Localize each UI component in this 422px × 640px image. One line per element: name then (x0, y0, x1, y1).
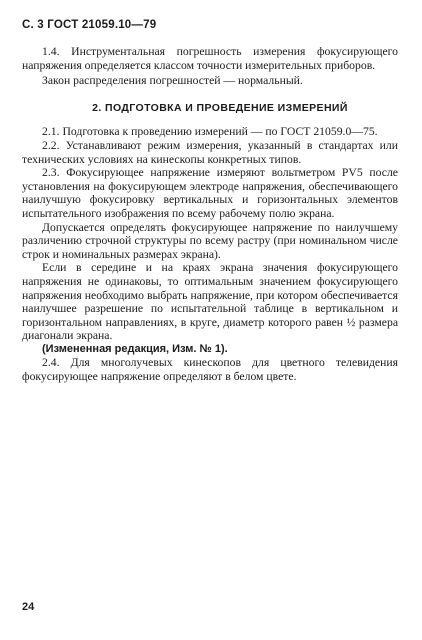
paragraph-2-4: 2.4. Для многолучевых кинескопов для цветного телевидения фокусирующее напряжение определяют в белом цвете. (22, 356, 398, 384)
paragraph-1-4: 1.4. Инструментальная погрешность измерения фокусирующего напряжения определяется классом точности измерительных приборов. (22, 45, 398, 72)
paragraph-2-1: 2.1. Подготовка к проведению измерений — по ГОСТ 21059.0—75. (42, 125, 378, 139)
page-header: С. 3 ГОСТ 21059.10—79 (22, 19, 157, 31)
paragraph-2-3: 2.3. Фокусирующее напряжение измеряют вольтметром PV5 после установления на фокусирующем электроде напряжения, обеспечивающего наилучшую фокусировку вертикальных и горизонтальных элементов испытательного изображения по всему рабочему полю экрана. (22, 166, 398, 220)
paragraph-2-2: 2.2. Устанавливают режим измерения, указанный в стандартах или технических условиях на кинескопы конкретных типов. (22, 138, 398, 166)
paragraph-if: Если в середине и на краях экрана значения фокусирующего напряжения не одинаковы, то оптимальным значением фокусирующего напряжения необходимо выбрать напряжение, при котором обеспечивается наилучшее разрешение по испытательной таблице в вертикальном и горизонтальном направлениях, в круге, диаметр которого равен ½ размера диагонали экрана. (22, 261, 398, 343)
page-number: 24 (22, 601, 35, 613)
document-body (22, 45, 398, 384)
revision-note: (Измененная редакция, Изм. № 1). (42, 342, 228, 355)
paragraph-allowed: Допускается определять фокусирующее напряжение по наилучшему различению строчной структуры по всему растру (при номинальном числе строк и номинальных размерах экрана). (22, 220, 398, 261)
section-heading: 2. ПОДГОТОВКА И ПРОВЕДЕНИЕ ИЗМЕРЕНИЙ (92, 101, 348, 114)
paragraph-error-law: Закон распределения погрешностей — нормальный. (42, 74, 303, 88)
